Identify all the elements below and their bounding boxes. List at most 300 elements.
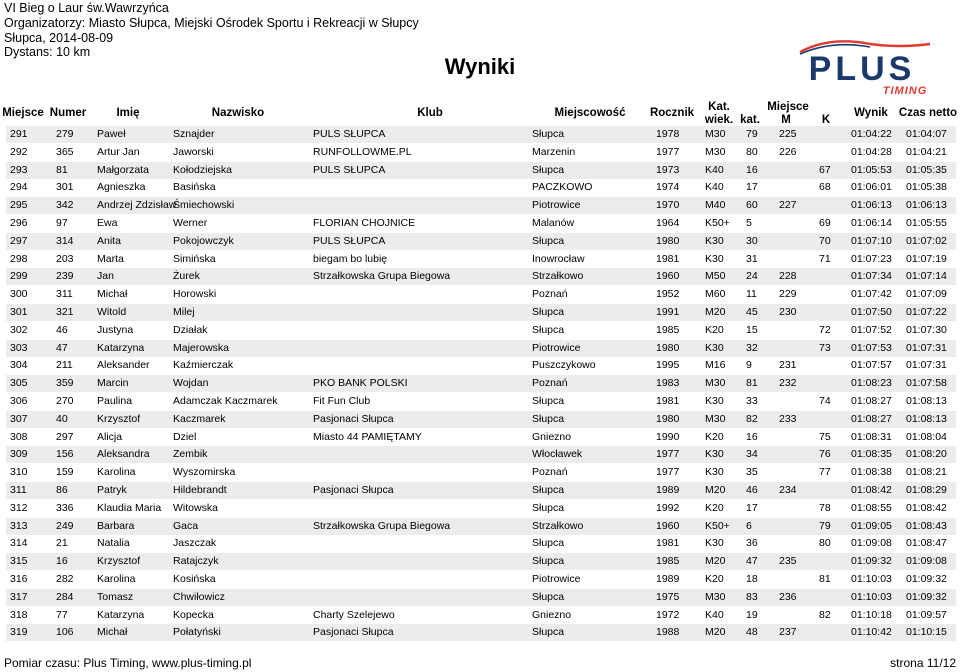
cell-wynik: 01:06:14 — [851, 217, 892, 229]
table-row — [6, 411, 956, 428]
cell-rocznik: 1988 — [656, 626, 680, 639]
cell-miejsce-m: 228 — [779, 270, 797, 283]
cell-miejscowosc: Strzałkowo — [532, 519, 584, 532]
cell-kat: K20 — [705, 501, 724, 514]
cell-rocznik: 1980 — [656, 341, 680, 354]
cell-miejscowosc: Poznań — [532, 288, 568, 301]
cell-rocznik: 1977 — [656, 448, 680, 461]
table-row — [6, 375, 956, 392]
cell-czas-netto: 01:07:31 — [906, 341, 947, 354]
cell-nazwisko: Gaca — [173, 519, 199, 532]
cell-klub: Pasjonaci Słupca — [313, 412, 394, 425]
table-row — [6, 500, 956, 517]
col-wynik: Wynik — [854, 107, 888, 119]
cell-wynik: 01:07:50 — [851, 306, 892, 318]
cell-nazwisko: Żurek — [173, 270, 200, 283]
page-title: Wyniki — [444, 54, 516, 79]
cell-numer: 279 — [56, 128, 74, 140]
table-row — [6, 286, 956, 303]
cell-nazwisko: Adamczak Kaczmarek — [173, 395, 278, 407]
cell-czas-netto: 01:05:35 — [906, 163, 947, 176]
table-row — [6, 251, 956, 268]
col-miejsce: Miejsce — [2, 107, 44, 119]
table-row — [6, 126, 956, 143]
cell-numer: 249 — [56, 519, 74, 532]
cell-numer: 203 — [56, 252, 74, 265]
cell-miejsce-kat: 36 — [746, 537, 758, 550]
col-wiek: wiek. — [704, 114, 734, 126]
cell-kat: K40 — [705, 163, 724, 176]
cell-rocznik: 1978 — [656, 128, 680, 140]
cell-numer: 81 — [56, 163, 68, 176]
table-row — [6, 304, 956, 321]
cell-klub: Fit Fun Club — [313, 395, 371, 407]
cell-czas-netto: 01:05:55 — [906, 217, 947, 229]
cell-kat: K50+ — [705, 217, 730, 229]
cell-miejsce-k: 80 — [819, 537, 831, 550]
table-row — [6, 393, 956, 410]
cell-miejsce-k: 75 — [819, 430, 831, 443]
logo-subtext: TIMING — [882, 85, 928, 97]
cell-imie: Michał — [97, 288, 128, 301]
cell-czas-netto: 01:08:43 — [906, 519, 947, 532]
cell-wynik: 01:07:53 — [851, 341, 892, 354]
table-row — [6, 518, 956, 535]
cell-miejsce-m: 234 — [779, 484, 797, 496]
cell-miejscowosc: Słupca — [532, 412, 565, 425]
cell-miejscowosc: Marzenin — [532, 145, 576, 158]
cell-miejsce-kat: 11 — [746, 288, 757, 301]
cell-kat: M20 — [705, 626, 726, 639]
cell-imie: Aleksander — [97, 359, 150, 372]
cell-numer: 239 — [56, 270, 74, 283]
plus-timing-logo — [770, 38, 955, 98]
cell-wynik: 01:07:52 — [851, 323, 892, 336]
cell-imie: Andrzej Zdzisław — [97, 199, 177, 212]
col-miejscowosc: Miejscowość — [554, 107, 626, 119]
cell-miejsce: 311 — [10, 484, 27, 496]
cell-klub: FLORIAN CHOJNICE — [313, 217, 416, 229]
cell-klub: Strzałkowska Grupa Biegowa — [313, 519, 451, 532]
cell-miejsce-kat: 17 — [746, 181, 758, 194]
cell-numer: 336 — [56, 501, 74, 514]
cell-imie: Marcin — [97, 377, 129, 390]
cell-kat: M20 — [705, 555, 726, 568]
cell-miejsce: 308 — [10, 430, 28, 443]
cell-numer: 86 — [56, 484, 68, 496]
cell-wynik: 01:08:31 — [851, 430, 892, 443]
cell-nazwisko: Śmiechowski — [173, 199, 235, 212]
cell-miejsce: 292 — [10, 145, 28, 158]
cell-klub: PKO BANK POLSKI — [313, 377, 408, 390]
cell-kat: M30 — [705, 412, 726, 425]
cell-miejsce: 307 — [10, 412, 28, 425]
cell-rocznik: 1960 — [656, 519, 680, 532]
cell-rocznik: 1974 — [656, 181, 680, 194]
cell-rocznik: 1981 — [656, 395, 680, 407]
cell-klub: Charty Szelejewo — [313, 608, 395, 621]
cell-numer: 301 — [56, 181, 74, 194]
cell-miejsce-kat: 19 — [746, 608, 758, 621]
cell-czas-netto: 01:09:32 — [906, 590, 947, 603]
cell-miejsce: 303 — [10, 341, 28, 354]
cell-nazwisko: Działak — [173, 323, 208, 336]
cell-imie: Paweł — [97, 128, 126, 140]
cell-miejsce-k: 70 — [819, 234, 831, 247]
cell-numer: 21 — [56, 537, 68, 550]
cell-rocznik: 1989 — [656, 484, 680, 496]
cell-kat: K30 — [705, 395, 724, 407]
col-nazwisko: Nazwisko — [211, 107, 265, 119]
cell-czas-netto: 01:08:42 — [906, 501, 947, 514]
cell-kat: K20 — [705, 573, 724, 585]
cell-czas-netto: 01:04:07 — [906, 128, 947, 140]
cell-czas-netto: 01:08:29 — [906, 484, 947, 496]
cell-imie: Jan — [97, 270, 114, 283]
cell-miejsce-k: 76 — [819, 448, 831, 461]
cell-rocznik: 1980 — [656, 412, 680, 425]
cell-kat: M16 — [705, 359, 726, 372]
col-numer: Numer — [49, 107, 87, 119]
cell-miejscowosc: Poznań — [532, 377, 568, 390]
cell-numer: 156 — [56, 448, 74, 461]
cell-miejsce-k: 73 — [819, 341, 831, 354]
cell-kat: K30 — [705, 234, 724, 247]
cell-nazwisko: Kaźmierczak — [173, 359, 234, 372]
cell-imie: Tomasz — [97, 590, 134, 603]
cell-miejsce: 293 — [10, 163, 28, 176]
cell-wynik: 01:09:08 — [851, 537, 892, 550]
table-row — [6, 340, 956, 357]
cell-miejscowosc: Piotrowice — [532, 199, 581, 212]
cell-rocznik: 1985 — [656, 323, 680, 336]
header-distance: Dystans: 10 km — [4, 45, 91, 59]
cell-klub: RUNFOLLOWME.PL — [313, 145, 412, 158]
cell-czas-netto: 01:08:47 — [906, 537, 947, 550]
cell-wynik: 01:06:01 — [851, 181, 892, 194]
cell-wynik: 01:08:38 — [851, 466, 892, 479]
cell-rocznik: 1981 — [656, 537, 680, 550]
cell-rocznik: 1990 — [656, 430, 680, 443]
cell-kat: M20 — [705, 306, 726, 318]
cell-wynik: 01:07:57 — [851, 359, 892, 372]
cell-miejsce: 310 — [10, 466, 28, 479]
cell-numer: 342 — [56, 199, 74, 212]
cell-miejsce-k: 79 — [819, 519, 831, 532]
cell-rocznik: 1977 — [656, 145, 680, 158]
cell-wynik: 01:10:03 — [851, 573, 892, 585]
cell-imie: Krzysztof — [97, 555, 141, 568]
cell-miejsce-k: 69 — [819, 217, 831, 229]
cell-kat: M60 — [705, 288, 726, 301]
cell-miejscowosc: Słupca — [532, 234, 565, 247]
cell-nazwisko: Werner — [173, 217, 208, 229]
cell-nazwisko: Hildebrandt — [173, 484, 227, 496]
cell-miejsce-kat: 18 — [746, 573, 758, 585]
cell-wynik: 01:07:42 — [851, 288, 892, 301]
cell-wynik: 01:07:34 — [851, 270, 892, 283]
cell-miejsce: 306 — [10, 395, 28, 407]
table-row — [6, 464, 956, 481]
cell-miejscowosc: Puszczykowo — [532, 359, 596, 372]
cell-wynik: 01:10:03 — [851, 590, 892, 603]
cell-kat: K40 — [705, 608, 724, 621]
cell-imie: Paulina — [97, 395, 133, 407]
cell-numer: 284 — [56, 590, 74, 603]
cell-numer: 46 — [56, 323, 68, 336]
cell-miejscowosc: Gniezno — [532, 608, 572, 621]
cell-numer: 314 — [56, 234, 74, 247]
cell-miejsce: 316 — [10, 573, 28, 585]
cell-rocznik: 1952 — [656, 288, 680, 301]
table-row — [6, 607, 956, 624]
cell-wynik: 01:04:22 — [851, 128, 892, 140]
cell-miejsce-kat: 31 — [746, 252, 758, 265]
cell-wynik: 01:05:53 — [851, 163, 892, 176]
cell-czas-netto: 01:08:20 — [906, 448, 947, 461]
cell-miejsce-kat: 24 — [746, 270, 758, 283]
cell-imie: Marta — [97, 252, 124, 265]
cell-klub: Strzałkowska Grupa Biegowa — [313, 270, 451, 283]
table-row — [6, 322, 956, 339]
cell-imie: Witold — [97, 306, 127, 318]
cell-miejsce-kat: 17 — [746, 501, 758, 514]
cell-miejscowosc: PACZKOWO — [532, 181, 593, 194]
cell-miejsce-m: 226 — [779, 145, 797, 158]
cell-wynik: 01:07:23 — [851, 252, 892, 265]
cell-rocznik: 1989 — [656, 573, 680, 585]
cell-miejsce: 299 — [10, 270, 28, 283]
cell-imie: Barbara — [97, 519, 135, 532]
table-row — [6, 535, 956, 552]
cell-kat: K30 — [705, 252, 724, 265]
cell-miejsce: 297 — [10, 234, 28, 247]
cell-miejsce-k: 74 — [819, 395, 831, 407]
cell-numer: 40 — [56, 412, 68, 425]
cell-miejsce: 314 — [10, 537, 28, 550]
table-row — [6, 179, 956, 196]
cell-kat: M20 — [705, 484, 726, 496]
cell-imie: Karolina — [97, 573, 136, 585]
cell-miejsce-m: 231 — [779, 359, 797, 372]
cell-miejscowosc: Słupca — [532, 626, 565, 639]
cell-rocznik: 1972 — [656, 608, 680, 621]
cell-kat: K30 — [705, 466, 724, 479]
table-row — [6, 357, 956, 374]
cell-rocznik: 1981 — [656, 252, 680, 265]
cell-miejsce-kat: 79 — [746, 128, 758, 140]
cell-nazwisko: Kaczmarek — [173, 412, 226, 425]
cell-numer: 297 — [56, 430, 74, 443]
cell-miejsce: 300 — [10, 288, 28, 301]
cell-nazwisko: Horowski — [173, 288, 217, 301]
cell-miejsce: 309 — [10, 448, 28, 461]
cell-rocznik: 1992 — [656, 501, 680, 514]
cell-nazwisko: Majerowska — [173, 341, 230, 354]
cell-czas-netto: 01:07:30 — [906, 323, 947, 336]
cell-miejsce-kat: 16 — [746, 163, 758, 176]
cell-nazwisko: Sznajder — [173, 128, 215, 140]
cell-numer: 282 — [56, 573, 74, 585]
cell-imie: Michał — [97, 626, 128, 639]
col-imie: Imię — [116, 107, 140, 119]
logo-text: PLUS — [808, 50, 916, 88]
cell-nazwisko: Jaszczak — [173, 537, 217, 550]
header-line-1: VI Bieg o Laur św.Wawrzyńca — [4, 1, 169, 15]
cell-imie: Justyna — [97, 323, 134, 336]
cell-miejsce: 318 — [10, 608, 28, 621]
cell-wynik: 01:09:05 — [851, 519, 892, 532]
cell-rocznik: 1960 — [656, 270, 680, 283]
cell-miejsce-kat: 16 — [746, 430, 758, 443]
cell-kat: M30 — [705, 377, 726, 390]
cell-czas-netto: 01:06:13 — [906, 199, 947, 212]
table-row — [6, 571, 956, 588]
cell-nazwisko: Pokojowczyk — [173, 234, 234, 247]
cell-klub: PULS SŁUPCA — [313, 234, 386, 247]
cell-wynik: 01:08:35 — [851, 448, 892, 461]
cell-miejsce: 302 — [10, 323, 28, 336]
cell-miejsce: 304 — [10, 359, 28, 372]
cell-rocznik: 1995 — [656, 359, 680, 372]
cell-miejsce-kat: 81 — [746, 377, 758, 390]
cell-imie: Artur Jan — [97, 145, 140, 158]
cell-numer: 97 — [56, 217, 68, 229]
cell-miejscowosc: Słupca — [532, 323, 565, 336]
cell-miejsce-m: 237 — [779, 626, 797, 639]
cell-czas-netto: 01:04:21 — [906, 145, 947, 158]
cell-rocznik: 1980 — [656, 234, 680, 247]
cell-nazwisko: Milej — [173, 306, 195, 318]
cell-nazwisko: Wojdan — [173, 377, 209, 390]
cell-miejsce-kat: 80 — [746, 145, 758, 158]
cell-imie: Natalia — [97, 537, 130, 550]
cell-miejscowosc: Słupca — [532, 128, 565, 140]
cell-imie: Anita — [97, 234, 121, 247]
col-miejsce-kat: kat. — [740, 114, 760, 126]
cell-rocznik: 1964 — [656, 217, 680, 229]
cell-miejsce-kat: 34 — [746, 448, 758, 461]
cell-miejsce-m: 230 — [779, 306, 797, 318]
cell-czas-netto: 01:07:58 — [906, 377, 947, 390]
table-row — [6, 482, 956, 499]
cell-miejsce-m: 227 — [779, 199, 797, 212]
cell-rocznik: 1985 — [656, 555, 680, 568]
cell-kat: M40 — [705, 199, 726, 212]
cell-nazwisko: Witowska — [173, 501, 218, 514]
cell-kat: K30 — [705, 537, 724, 550]
cell-wynik: 01:08:27 — [851, 395, 892, 407]
cell-imie: Katarzyna — [97, 608, 145, 621]
cell-miejsce-kat: 33 — [746, 395, 758, 407]
cell-miejsce-kat: 30 — [746, 234, 758, 247]
table-row — [6, 624, 956, 641]
cell-miejsce-kat: 9 — [746, 359, 752, 372]
cell-miejsce-k: 71 — [819, 252, 831, 265]
cell-klub: biegam bo lubię — [313, 252, 388, 265]
cell-miejscowosc: Słupca — [532, 501, 565, 514]
cell-kat: M30 — [705, 590, 726, 603]
cell-czas-netto: 01:07:31 — [906, 359, 947, 372]
cell-miejsce-kat: 83 — [746, 590, 758, 603]
col-kat: Kat. — [708, 101, 730, 113]
cell-czas-netto: 01:07:02 — [906, 234, 947, 247]
cell-kat: M30 — [705, 128, 726, 140]
cell-nazwisko: Kosińska — [173, 573, 216, 585]
cell-miejsce-k: 77 — [819, 466, 831, 479]
cell-czas-netto: 01:09:57 — [906, 608, 947, 621]
cell-miejsce-m: 235 — [779, 555, 797, 568]
col-miejsce-m: M — [781, 114, 791, 126]
cell-czas-netto: 01:09:08 — [906, 555, 947, 568]
cell-imie: Małgorzata — [97, 163, 149, 176]
cell-miejsce-kat: 47 — [746, 555, 758, 568]
cell-miejsce-kat: 82 — [746, 412, 758, 425]
cell-miejsce: 305 — [10, 377, 28, 390]
cell-miejscowosc: Włocławek — [532, 448, 583, 461]
cell-nazwisko: Basińska — [173, 181, 216, 194]
footer-page-number: strona 11/12 — [890, 656, 956, 670]
cell-numer: 321 — [56, 306, 74, 318]
cell-klub: Miasto 44 PAMIĘTAMY — [313, 430, 422, 443]
cell-miejscowosc: Malanów — [532, 217, 575, 229]
cell-miejscowosc: Słupca — [532, 163, 565, 176]
cell-kat: K50+ — [705, 519, 730, 532]
cell-miejsce: 319 — [10, 626, 28, 639]
cell-czas-netto: 01:07:19 — [906, 252, 947, 265]
col-miejsce-kat-group: Miejsce — [767, 101, 809, 113]
cell-czas-netto: 01:05:38 — [906, 181, 947, 194]
header-organizers: Organizatorzy: Miasto Słupca, Miejski Ośrodek Sportu i Rekreacji w Słupcy — [4, 16, 419, 30]
cell-wynik: 01:10:18 — [851, 608, 892, 621]
cell-klub: PULS SŁUPCA — [313, 128, 386, 140]
table-row — [6, 215, 956, 232]
cell-wynik: 01:08:42 — [851, 484, 892, 496]
cell-kat: K30 — [705, 341, 724, 354]
cell-imie: Krzysztof — [97, 412, 141, 425]
cell-miejscowosc: Słupca — [532, 555, 565, 568]
cell-numer: 159 — [56, 466, 74, 479]
cell-miejsce-m: 236 — [779, 590, 797, 603]
cell-numer: 270 — [56, 395, 74, 407]
cell-nazwisko: Chwiłowicz — [173, 590, 225, 603]
cell-nazwisko: Połatyński — [173, 626, 221, 639]
cell-numer: 365 — [56, 145, 74, 158]
cell-miejscowosc: Słupca — [532, 395, 565, 407]
cell-kat: K20 — [705, 430, 724, 443]
cell-miejsce-m: 232 — [779, 377, 797, 390]
cell-miejscowosc: Słupca — [532, 484, 565, 496]
cell-miejsce: 301 — [10, 306, 28, 318]
cell-klub: Pasjonaci Słupca — [313, 484, 394, 496]
col-czas-netto: Czas netto — [898, 107, 958, 119]
col-miejsce-k: K — [821, 114, 831, 126]
cell-numer: 77 — [56, 608, 68, 621]
cell-numer: 311 — [56, 288, 73, 301]
footer-timing: Pomiar czasu: Plus Timing, www.plus-timing.pl — [4, 656, 252, 670]
cell-miejsce-kat: 60 — [746, 199, 758, 212]
cell-numer: 16 — [56, 555, 68, 568]
cell-imie: Ewa — [97, 217, 118, 229]
cell-rocznik: 1983 — [656, 377, 680, 390]
table-row — [6, 268, 956, 285]
cell-rocznik: 1975 — [656, 590, 680, 603]
cell-imie: Klaudia Maria — [97, 501, 162, 514]
cell-miejscowosc: Piotrowice — [532, 341, 581, 354]
header-place-date: Słupca, 2014-08-09 — [4, 31, 114, 45]
cell-wynik: 01:10:42 — [851, 626, 892, 639]
col-rocznik: Rocznik — [649, 107, 695, 119]
